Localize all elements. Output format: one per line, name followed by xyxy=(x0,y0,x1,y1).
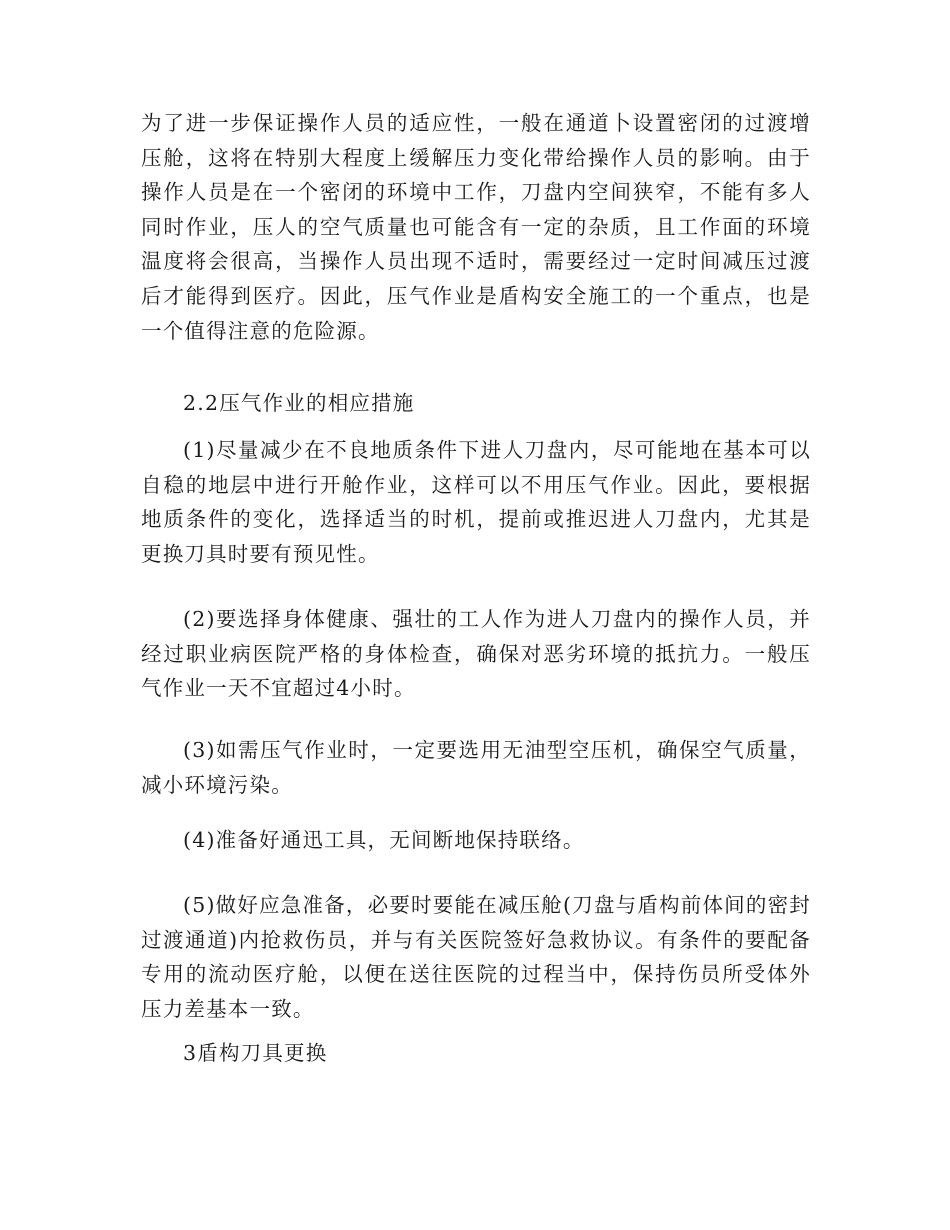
intro-paragraph: 为了进一步保证操作人员的适应性，一般在通道卜设置密闭的过渡增压舱，这将在特别大程度上缓解压力变化带给操作人员的影响。由于操作人员是在一个密闭的环境中工作，刀盘内空间狭窄，不能有多人同时作业，压人的空气质量也可能含有一定的杂质，且工作面的环境温度将会很高，当操作人员出现不适时，需要经过一定时间减压过渡后才能得到医疗。因此，压气作业是盾构安全施工的一个重点，也是一个值得注意的危险源。 xyxy=(141,111,811,343)
measure-3-paragraph: (3)如需压气作业时，一定要选用无油型空压机，确保空气质量，减小环境污染。 xyxy=(141,738,811,797)
section-2-2-heading: 2.2压气作业的相应措施 xyxy=(183,391,415,415)
measure-5-paragraph: (5)做好应急准备，必要时要能在减压舱(刀盘与盾构前体间的密封过渡通道)内抢救伤员，并与有关医院签好急救协议。有条件的要配备专用的流动医疗舱，以便在送往医院的过程当中，保持伤员所受体外压力差基本一致。 xyxy=(141,893,811,1021)
measure-1-paragraph: (1)尽量减少在不良地质条件下进人刀盘内，尽可能地在基本可以自稳的地层中进行开舱作业，这样可以不用压气作业。因此，要根据地质条件的变化，选择适当的时机，提前或推迟进人刀盘内，尤其是更换刀具时要有预见性。 xyxy=(141,438,811,566)
measure-4-paragraph: (4)准备好通迅工具，无间断地保持联络。 xyxy=(183,828,585,852)
measure-2-paragraph: (2)要选择身体健康、强壮的工人作为进人刀盘内的操作人员，并经过职业病医院严格的身体检查，确保对恶劣环境的抵抗力。一般压气作业一天不宜超过4小时。 xyxy=(141,607,811,701)
section-3-heading: 3盾构刀具更换 xyxy=(183,1041,328,1065)
